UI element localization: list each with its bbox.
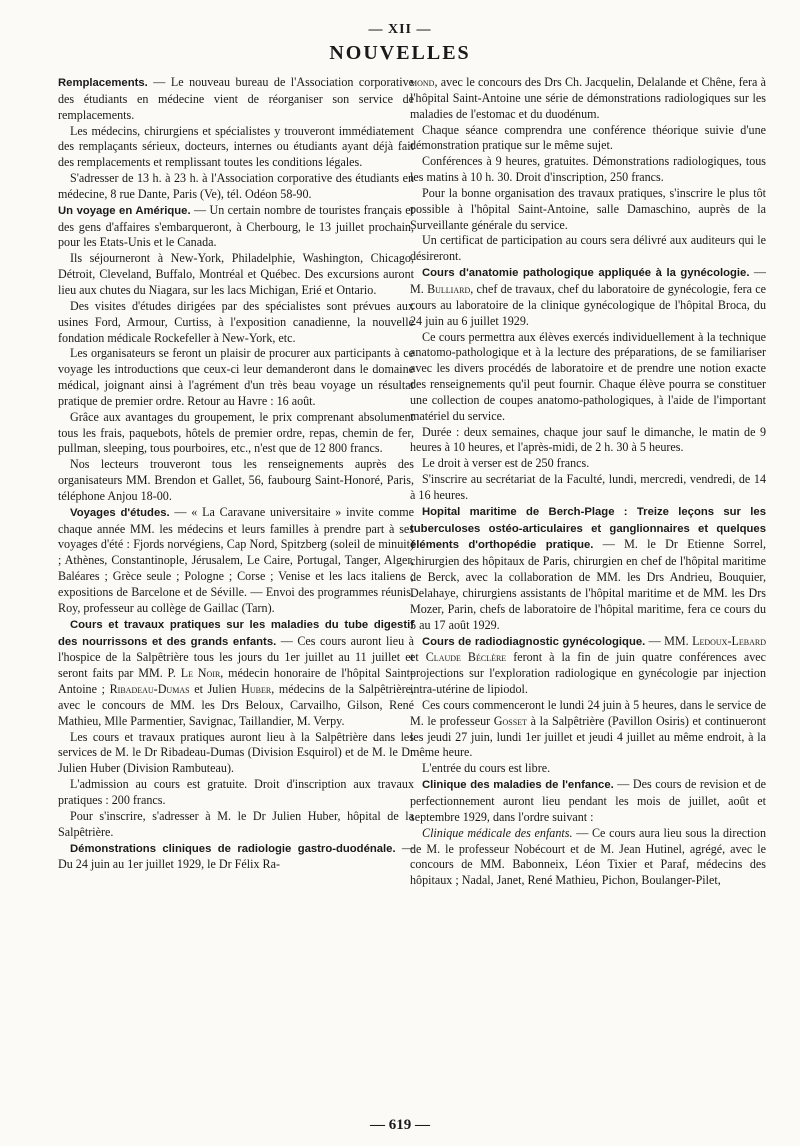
- radiodiagnostic-text-e: à la Salpêtrière (Pavillon Osiris) et continueront les jeudi 27 juin, lundi 1er juillet et jeudi 4 juillet au même endroit, à la même heure.: [410, 713, 766, 760]
- clinique-heading: Clinique des maladies de l'enfance.: [422, 779, 614, 792]
- demonstrations-paragraph: [58, 841, 414, 874]
- name-huber: Huber: [241, 682, 272, 697]
- radiodiagnostic-text-d: Ces cours commenceront le lundi 24 juin à 5 heures, dans le service de M. le professeur: [410, 697, 766, 728]
- anatomie-paragraph-5: S'inscrire au secrétariat de la Faculté, lundi, mercredi, vendredi, de 14 à 16 heures.: [410, 472, 766, 502]
- demonstrations-paragraph-2: Chaque séance comprendra une conférence théorique suivie d'une démonstration pratique sur le même sujet.: [410, 122, 766, 153]
- demonstrations-heading: Démonstrations cliniques de radiologie gastro-duodénale.: [70, 842, 396, 855]
- name-ribadeau-dumas: Ribadeau-Dumas: [109, 682, 190, 697]
- page-number: — 619 —: [370, 1117, 430, 1133]
- voyages-etudes-text: — « La Caravane universitaire » invite comme chaque année MM. les médecins et leurs familles à prendre part à ses voyages d'été : Fjords norvégiens, Cap Nord, Spitzberg (soleil de minuit) ; Athènes, Constantinople, Jérusalem, Le Caire, Portugal, Tanger, Alger, Baléares ; Grèce seule ; Pologne ; Corse ; Venise et les lacs italiens ; expositions de Barcelone et de Séville. — Envoi des programmes réunis. Roy, professeur au collège de Gaillac (Tarn).: [58, 504, 415, 615]
- voyage-amerique-heading: Un voyage en Amérique.: [58, 204, 191, 217]
- remplacements-paragraph: [58, 75, 414, 124]
- radiodiagnostic-text-a: — MM.: [645, 633, 693, 648]
- remplacements-heading: Remplacements.: [58, 77, 148, 89]
- anatomie-text-a: — M.: [410, 265, 766, 296]
- voyage-amerique-paragraph-6: Nos lecteurs trouveront tous les renseignements auprès des organisateurs MM. Brendon et Gallet, 56, faubourg Saint-Honoré, Paris, téléphone Anjou 18-00.: [58, 457, 414, 503]
- voyage-amerique-paragraph-2: Ils séjourneront à New-York, Philadelphie, Washington, Chicago, Détroit, Cleveland, Buffalo, Montréal et Québec. Des excursions auront lieu aux chutes du Niagara, sur les lacs Michigan, Erié et Ontario.: [58, 251, 414, 297]
- anatomie-paragraph-4: Le droit à verser est de 250 francs.: [422, 456, 590, 471]
- voyage-amerique-paragraph-3: Des visites d'études dirigées par des spécialistes sont prévues aux usines Ford, Armour, Curtiss, à l'exposition canadienne, la nouvelle fondation médicale Rockefeller à New-York, etc.: [58, 298, 414, 345]
- remplacements-text: — Le nouveau bureau de l'Association corporative des étudiants en médecine vient de réorganiser son service de remplacements.: [58, 75, 414, 122]
- cours-tube-paragraph-2: Les cours et travaux pratiques auront lieu à la Salpêtrière dans les services de M. le Dr Ribadeau-Dumas (Division Esquirol) et de M. le Dr Julien Huber (Division Rambuteau).: [58, 729, 414, 776]
- berck-heading: Hopital maritime de Berch-Plage : Treize leçons sur les tuberculoses ostéo-articulaires et ganglionnaires et quelques éléments d'orthopédie pratique.: [410, 505, 766, 552]
- name-ledoux-lebard: Ledoux-Lebard: [692, 633, 766, 648]
- cours-tube-text-b: , médecin honoraire de l'hôpital Saint-Antoine ;: [58, 666, 415, 697]
- clinique-text-2: — Ce cours aura lieu sous la direction de M. le professeur Nobécourt et de M. Jean Hutinel, agrégé, avec le concours de MM. Babonneix, Léon Tixier et Paraf, médecins des hôpitaux ; Nadal, Janet, René Mathieu, Pichon, Boulanger-Pilet,: [410, 825, 766, 888]
- anatomie-heading: Cours d'anatomie pathologique appliquée à la gynécologie.: [422, 267, 750, 280]
- berck-text: — M. le Dr Etienne Sorrel, chirurgien des hôpitaux de Paris, chirurgien en chef de l'hôpital maritime de Berck, avec la collaboration de MM. les Drs Andrieu, Bouquier, Delahaye, chirurgiens assistants de l'hôpital maritime et de MM. les Drs Mozer, Parin, chefs de laboratoire de l'hôpital maritime, fera ce cours du 5 au 17 août 1929.: [410, 537, 766, 632]
- anatomie-text-b: , chef de travaux, chef du laboratoire de gynécologie, fera ce cours au laboratoire de la clinique gynécologique de l'hôpital Broca, du 24 juin au 6 juillet 1929.: [410, 281, 766, 328]
- left-column: [58, 75, 414, 873]
- demonstrations-continued: [410, 75, 766, 123]
- cours-tube-text-c: et Julien: [189, 682, 242, 697]
- cours-tube-paragraph-4: Pour s'inscrire, s'adresser à M. le Dr Julien Huber, hôpital de la Salpêtrière.: [58, 808, 414, 839]
- voyages-etudes-paragraph: [58, 505, 414, 617]
- demonstrations-text: — Du 24 juin au 1er juillet 1929, le Dr Félix Ra-: [58, 840, 414, 872]
- name-gosset: Gosset: [493, 713, 527, 728]
- cours-tube-text-a: — Ces cours auront lieu à l'hospice de la Salpêtrière tous les jours du 1er juillet au 11 juillet et seront faits par MM. P.: [58, 633, 414, 681]
- radiodiagnostic-paragraph-3: L'entrée du cours est libre.: [422, 761, 551, 776]
- right-column: [410, 75, 766, 889]
- anatomie-paragraph-2: Ce cours permettra aux élèves exercés individuellement à la technique anatomo-pathologique et à la lecture des préparations, de se familiariser avec les divers procédés de laboratoire et de prendre une notion exacte des renseignements qu'il peut fournir. Chaque élève pourra se constituer une collection de coupes anatomo-pathologiques, à l'aide de l'important matériel du service.: [410, 329, 766, 423]
- voyages-etudes-heading: Voyages d'études.: [70, 506, 170, 519]
- anatomie-paragraph-3: Durée : deux semaines, chaque jour sauf le dimanche, le matin de 9 heures à 10 heures, et l'après-midi, de 2 h. 30 à 5 heures.: [410, 424, 766, 455]
- name-le-noir: Le Noir: [180, 666, 221, 681]
- remplacements-paragraph-2: Les médecins, chirurgiens et spécialistes y trouveront immédiatement des remplaçants sérieux, docteurs, internes ou étudiants ayant déjà fait des remplacements et remplissant toutes les conditions légales.: [58, 123, 414, 170]
- radiodiagnostic-text-b: et: [410, 650, 426, 665]
- cours-tube-paragraph: [58, 617, 414, 730]
- berck-paragraph: [410, 504, 766, 634]
- voyage-amerique-paragraph-5: Grâce aux avantages du groupement, le prix comprenant absolument tous les frais, paquebots, hôtels de premier ordre, repas, chemin de fer, pullman, sleeping, tous pourboires, etc., n'est que de 12 800 francs.: [58, 409, 414, 456]
- cours-tube-text-d: , médecins de la Salpêtrière, avec le concours de MM. les Drs Beloux, Carvailho, Gilson, René Mathieu, Mlle Parmentier, Savignac, Taillandier, M. Verpy.: [58, 682, 414, 728]
- name-claude-beclere: Claude Béclère: [425, 650, 507, 665]
- clinique-paragraph: [410, 777, 766, 826]
- clinique-paragraph-2: [410, 826, 766, 889]
- clinique-text: — Des cours de revision et de perfectionnement auront lieu pendant les mois de juillet, août et septembre 1929, dans l'ordre suivant :: [410, 777, 767, 824]
- page-folio: — XII —: [368, 22, 432, 37]
- demonstrations-continued-text: , avec le concours des Drs Ch. Jacquelin, Delalande et Chêne, fera à l'hôpital Saint-Antoine une série de démonstrations radiologiques sur les maladies de l'estomac et du duodénum.: [410, 75, 766, 121]
- radiodiagnostic-heading: Cours de radiodiagnostic gynécologique.: [422, 635, 646, 648]
- voyage-amerique-paragraph-4: Les organisateurs se feront un plaisir de procurer aux participants à ce voyage les introductions que ceux-ci leur demanderont dans le domaine médical, joignant ainsi à l'agrément d'un très beau voyage un résultat pratique de premier ordre. Retour au Havre : 16 août.: [58, 346, 414, 408]
- anatomie-paragraph: [410, 265, 766, 329]
- clinique-subheading: Clinique médicale des enfants.: [422, 825, 573, 840]
- voyage-amerique-text: — Un certain nombre de touristes français et des gens d'affaires s'embarqueront, à Cherbourg, le 13 juillet prochain, pour les Etats-Unis et le Canada.: [58, 202, 414, 250]
- page-title: NOUVELLES: [329, 42, 471, 64]
- radiodiagnostic-text-c: feront à la fin de juin quatre conférences avec projections sur l'exploration radiologique en gynécologie par injection intra-utérine de lipiodol.: [410, 650, 766, 697]
- radiodiagnostic-paragraph: [410, 634, 766, 698]
- cours-tube-heading: Cours et travaux pratiques sur les maladies du tube digestif des nourrissons et des grands enfants.: [58, 618, 414, 648]
- demonstrations-paragraph-4: Pour la bonne organisation des travaux pratiques, s'inscrire le plus tôt possible à l'hôpital Saint-Antoine, salle Damaschino, auprès de la Surveillante générale du service.: [410, 185, 766, 232]
- name-raymond-end: mond: [410, 75, 435, 89]
- voyage-amerique-paragraph: [58, 203, 414, 252]
- demonstrations-paragraph-5: Un certificat de participation au cours sera délivré aux auditeurs qui le désireront.: [410, 233, 766, 264]
- name-bulliard: Bulliard: [427, 281, 471, 296]
- remplacements-paragraph-3: S'adresser de 13 h. à 23 h. à l'Association corporative des étudiants en médecine, 8 rue Dante, Paris (Ve), tél. Odéon 58-90.: [58, 171, 414, 201]
- radiodiagnostic-paragraph-2: [410, 698, 766, 761]
- cours-tube-paragraph-3: L'admission au cours est gratuite. Droit d'inscription aux travaux pratiques : 200 francs.: [58, 777, 414, 807]
- demonstrations-paragraph-3: Conférences à 9 heures, gratuites. Démonstrations radiologiques, tous les matins à 10 h. 30. Droit d'inscription, 250 francs.: [410, 154, 766, 185]
